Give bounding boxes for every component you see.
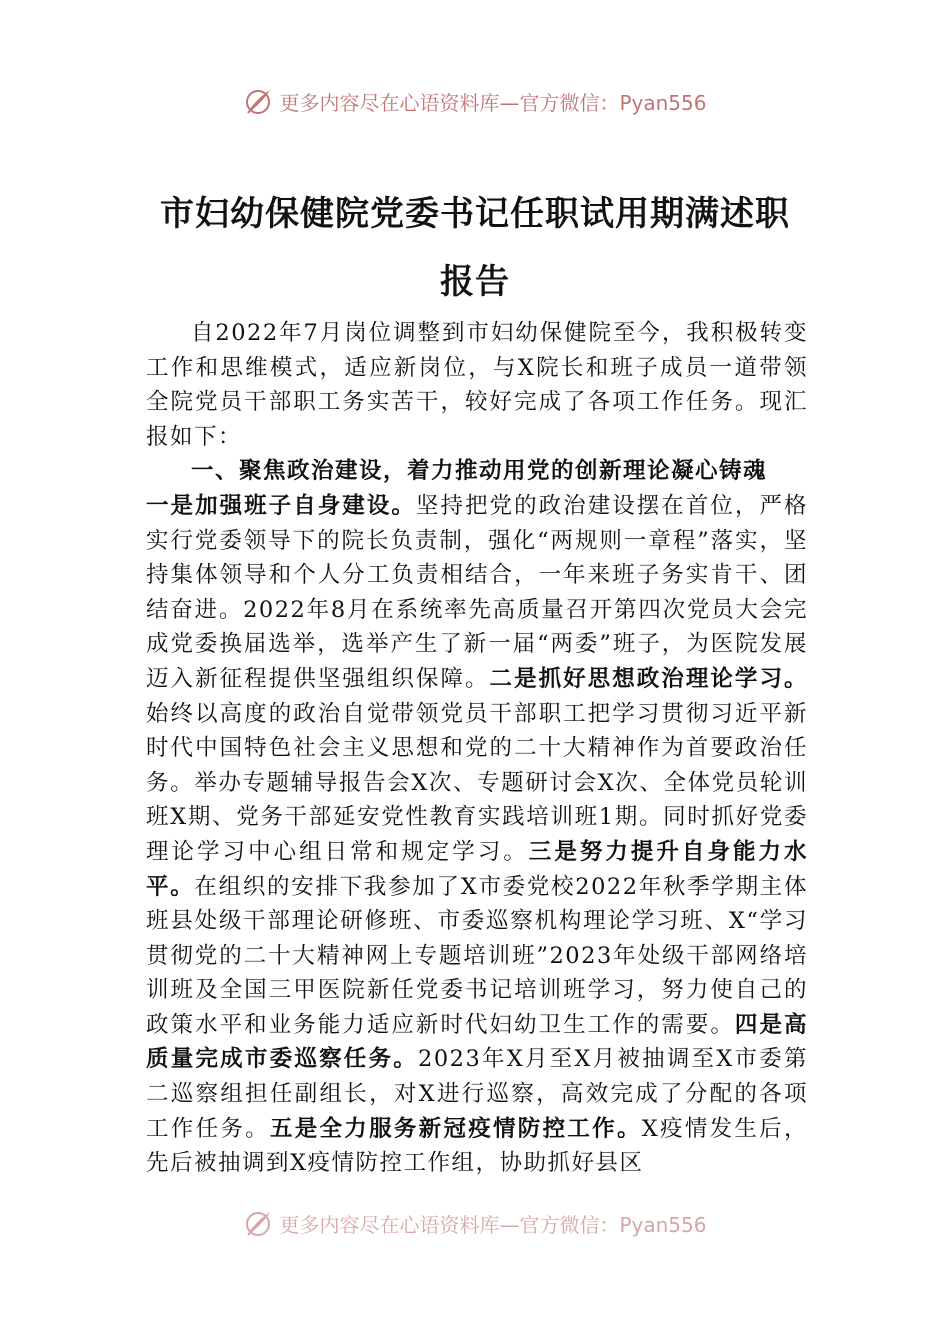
point-4-text: 2023年X月至X月被抽调至X市委第二巡察组担任副组长，对X进行巡察，高效完成了分配的各项工作任务。 bbox=[146, 1046, 808, 1142]
point-2-text: 始终以高度的政治自觉带领党员干部职工把学习贯彻习近平新时代中国特色社会主义思想和党的二十大精神作为首要政治任务。举办专题辅导报告会X次、专题研讨会X次、全体党员轮训班X期、党务干部延安党性教育实践培训班1期。同时抓好党委理论学习中心组日常和规定学习。 bbox=[146, 700, 808, 865]
point-4-title: 四是高质量完成市委巡察任务。 bbox=[146, 1011, 808, 1073]
quill-logo-icon bbox=[243, 86, 273, 116]
title-line-1: 市妇幼保健院党委书记任职试用期满述职 bbox=[160, 194, 790, 234]
point-5-title: 五是全力服务新冠疫情防控工作。 bbox=[269, 1115, 642, 1142]
point-5-text: X疫情发生后，先后被抽调到X疫情防控工作组，协助抓好县区 bbox=[146, 1115, 808, 1177]
point-1-text: 坚持把党的政治建设摆在首位，严格实行党委领导下的院长负责制，强化“两规则一章程”落实，坚持集体领导和个人分工负责相结合，一年来班子务实肯干、团结奋进。2022年8月在系统率先高质量召开第四次党员大会完成党委换届选举，选举产生了新一届“两委”班子，为医院发展迈入新征程提供坚强组织保障。 bbox=[146, 492, 808, 692]
document-title bbox=[120, 180, 830, 316]
point-1-title: 一是加强班子自身建设。 bbox=[146, 492, 416, 519]
watermark-text: 更多内容尽在心语资料库—官方微信：Pyan556 bbox=[279, 90, 707, 115]
point-3-title: 三是努力提升自身能力水平。 bbox=[146, 838, 808, 900]
intro-paragraph: 自2022年7月岗位调整到市妇幼保健院至今，我积极转变工作和思维模式，适应新岗位，与X院长和班子成员一道带领全院党员干部职工务实苦干，较好完成了各项工作任务。现汇报如下： bbox=[146, 320, 808, 450]
document-body bbox=[146, 316, 808, 1181]
section-heading-1: 一、聚焦政治建设，着力推动用党的创新理论凝心铸魂 bbox=[191, 458, 768, 485]
watermark-top bbox=[0, 86, 950, 116]
watermark-text-bottom: 更多内容尽在心语资料库—官方微信：Pyan556 bbox=[279, 1212, 707, 1237]
quill-logo-icon bbox=[243, 1208, 273, 1238]
title-line-2: 报告 bbox=[440, 262, 510, 302]
section-1-body bbox=[146, 489, 808, 1181]
watermark-bottom bbox=[0, 1208, 950, 1238]
point-2-title: 二是抓好思想政治理论学习。 bbox=[489, 665, 808, 692]
point-3-text: 在组织的安排下我参加了X市委党校2022年秋季学期主体班县处级干部理论研修班、市委巡察机构理论学习班、X“学习贯彻党的二十大精神网上专题培训班”2023年处级干部网络培训班及全国三甲医院新任党委书记培训班学习，努力使自己的政策水平和业务能力适应新时代妇幼卫生工作的需要。 bbox=[146, 873, 808, 1038]
